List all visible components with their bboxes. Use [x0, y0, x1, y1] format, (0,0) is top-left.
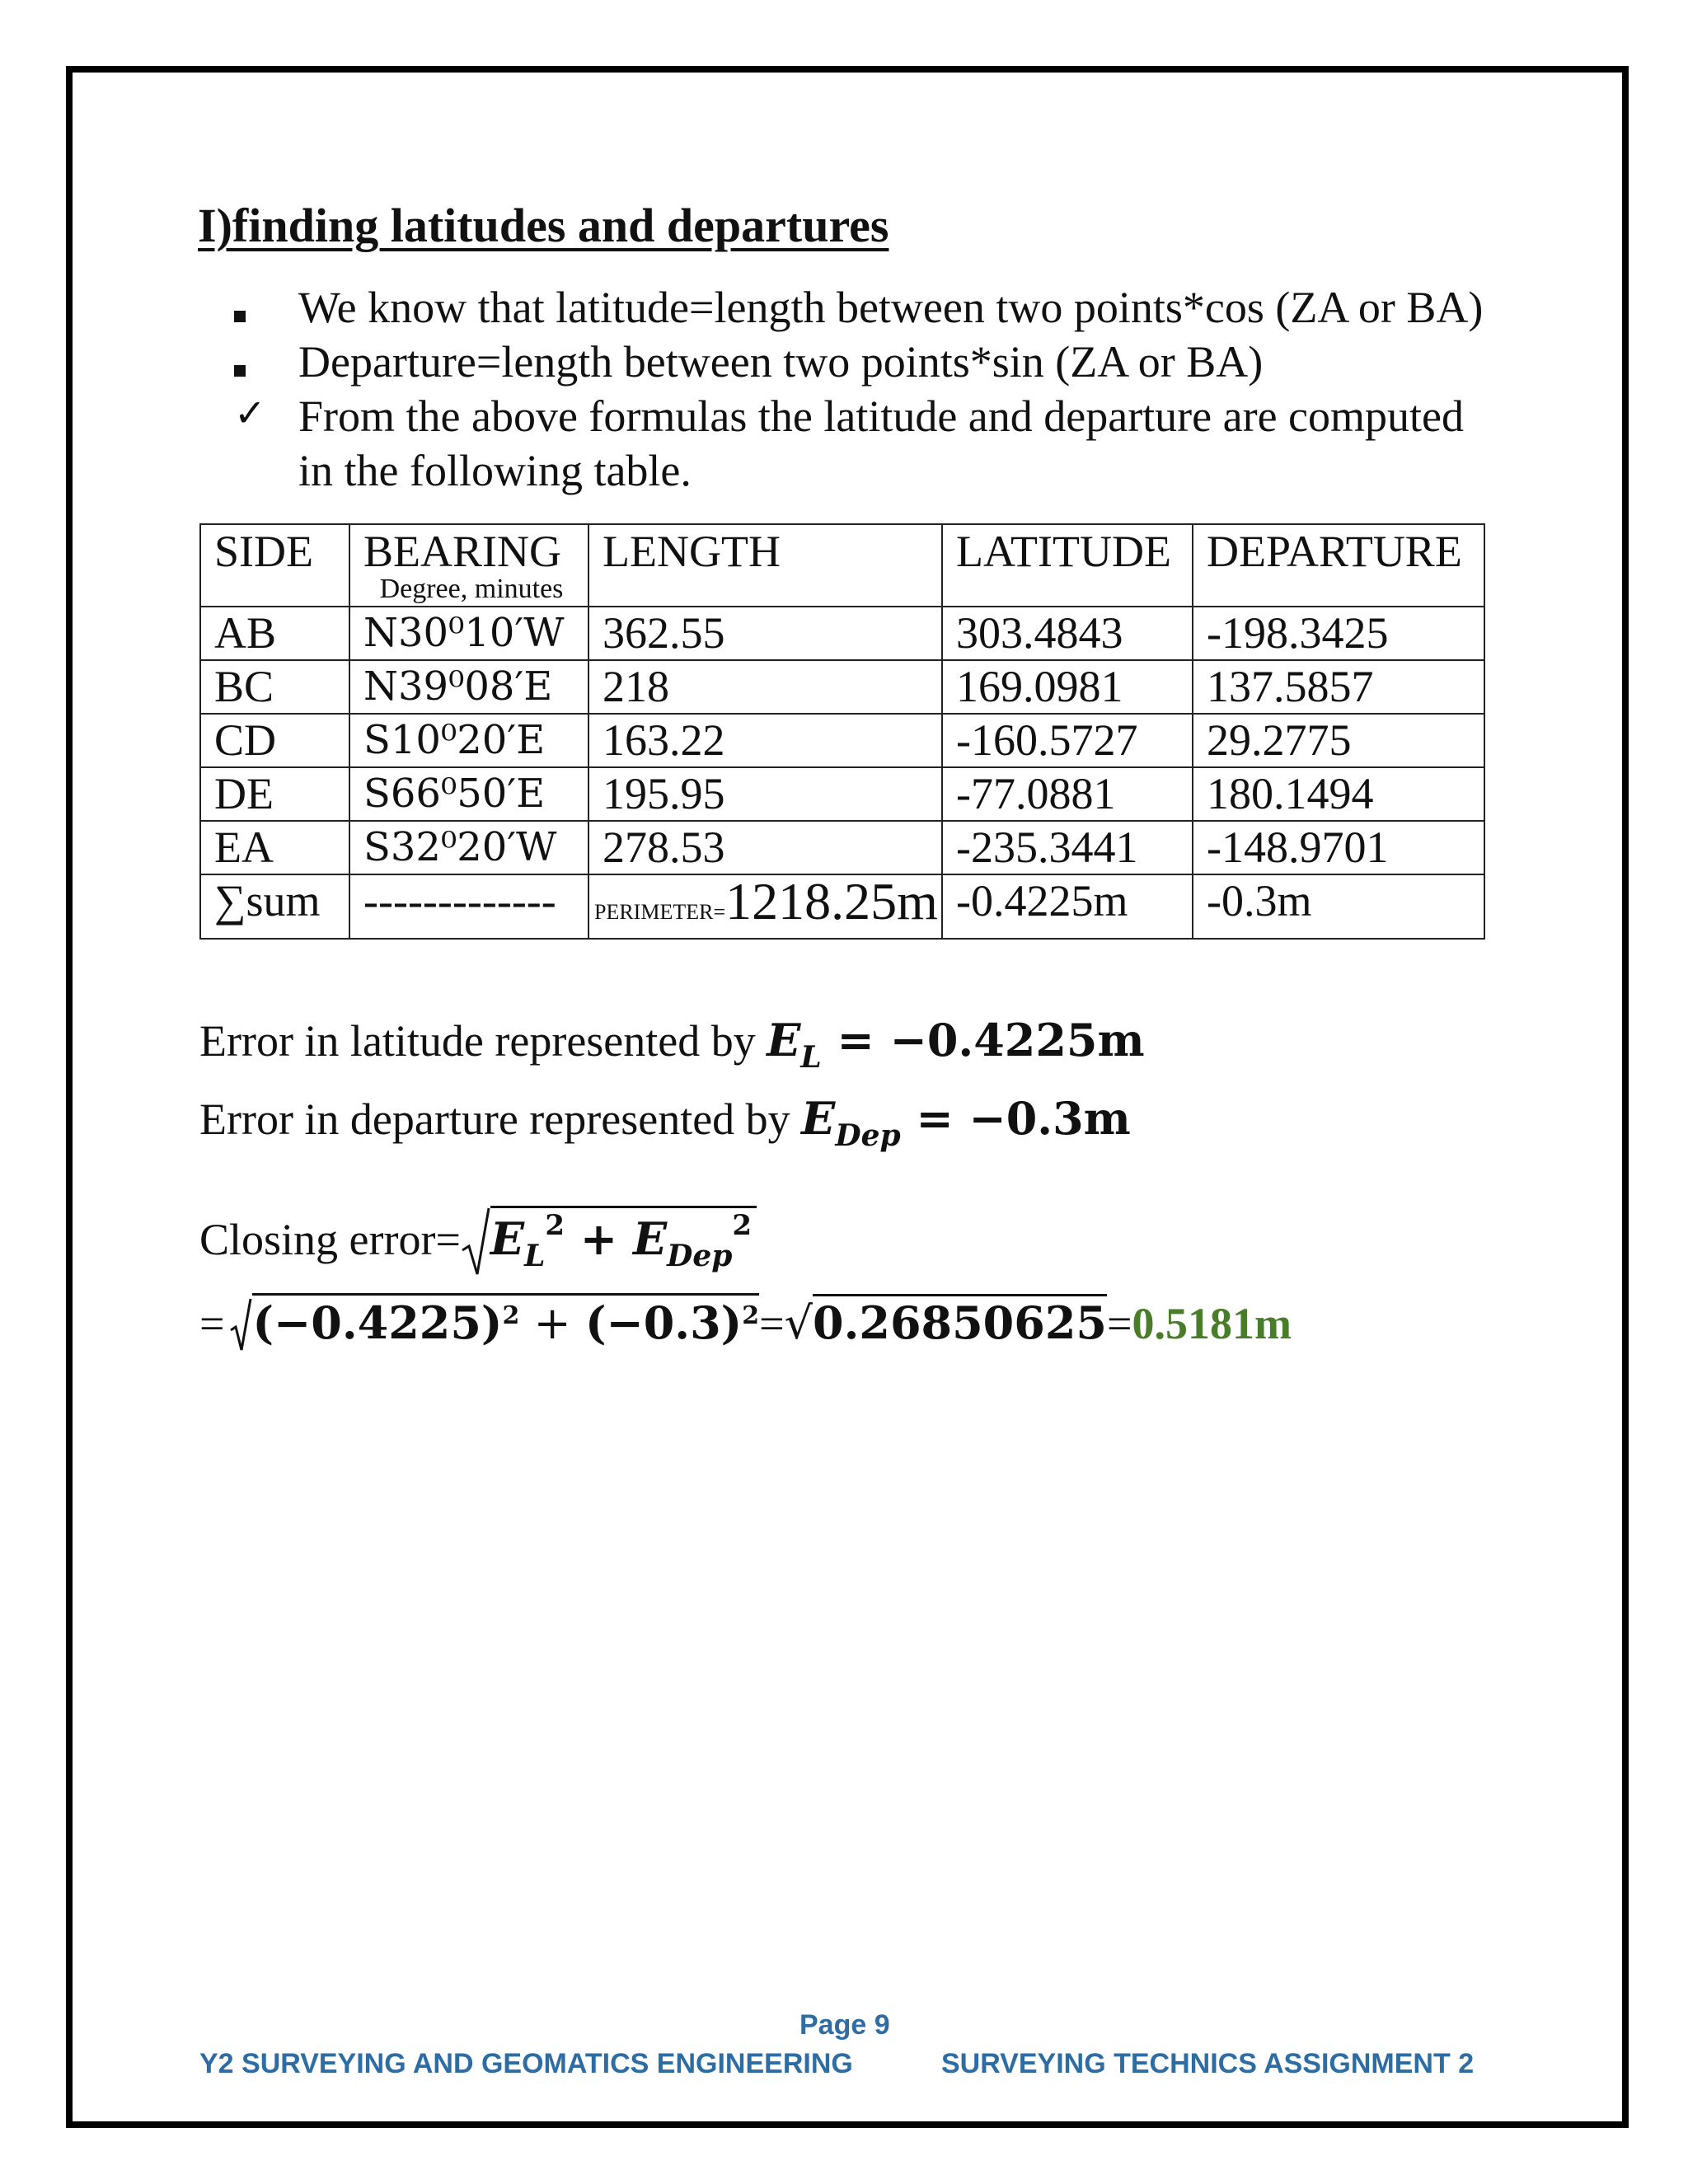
- closing-error-result: 0.5181m: [1132, 1299, 1292, 1348]
- closing-radicand: [490, 1206, 757, 1273]
- departure-error-subscript: Dep: [835, 1118, 901, 1153]
- table-sum-row: [200, 874, 1484, 939]
- departure-error-line: [199, 1092, 1131, 1153]
- departure-error-value: = −0.3m: [900, 1092, 1131, 1145]
- cell-latitude: 303.4843: [942, 607, 1193, 660]
- cell-bearing: S66⁰50′E: [349, 767, 588, 821]
- sqrt-radical-icon: [461, 1205, 490, 1279]
- header-side: SIDE: [200, 524, 349, 607]
- cell-latitude: -160.5727: [942, 714, 1193, 767]
- cell-departure: -148.9701: [1193, 821, 1484, 874]
- checkmark-icon: ✓: [234, 391, 266, 435]
- table-header-row: [200, 524, 1484, 607]
- radicand-l-subscript: L: [524, 1239, 546, 1273]
- cell-side: AB: [200, 607, 349, 660]
- cell-bearing: S10⁰20′E: [349, 714, 588, 767]
- cell-length: 278.53: [588, 821, 942, 874]
- latitude-departure-table: [199, 523, 1485, 940]
- cell-length: 163.22: [588, 714, 942, 767]
- cell-side: CD: [200, 714, 349, 767]
- header-bearing: [349, 524, 588, 607]
- departure-error-symbol: E: [801, 1092, 836, 1145]
- calc-radicand: [252, 1293, 759, 1348]
- calc-prefix: =: [199, 1299, 225, 1348]
- cell-sum-label: ∑sum: [200, 874, 349, 939]
- cell-perimeter: [588, 874, 942, 939]
- bullet-text: in the following table.: [298, 446, 692, 495]
- calc-plus: +: [519, 1297, 585, 1349]
- bullet-text: We know that latitude=length between two points*cos (ZA or BA): [298, 283, 1484, 332]
- cell-length: 218: [588, 660, 942, 714]
- cell-side: BC: [200, 660, 349, 714]
- departure-error-text: Error in departure represented by: [199, 1094, 802, 1144]
- table-row: [200, 714, 1484, 767]
- calc-term-b: (−0.3): [584, 1296, 743, 1349]
- sqrt-radical-icon: [229, 1296, 252, 1353]
- section-heading: I)finding latitudes and departures: [198, 199, 889, 252]
- footer-right: SURVEYING TECHNICS ASSIGNMENT 2: [941, 2048, 1475, 2079]
- cell-side: EA: [200, 821, 349, 874]
- cell-bearing: N30⁰10′W: [349, 607, 588, 660]
- calc-exponent: 2: [742, 1301, 760, 1330]
- cell-departure: 180.1494: [1193, 767, 1484, 821]
- header-bearing-label: BEARING: [363, 527, 561, 576]
- radicand-dep-subscript: Dep: [667, 1239, 733, 1273]
- square-bullet-icon: [234, 311, 246, 322]
- cell-sum-latitude: -0.4225m: [942, 874, 1193, 939]
- radicand-exponent: 2: [545, 1209, 565, 1242]
- calc-exponent: 2: [502, 1301, 520, 1330]
- latitude-error-value: = −0.4225m: [821, 1014, 1145, 1066]
- cell-length: 195.95: [588, 767, 942, 821]
- closing-error-line: [199, 1205, 757, 1279]
- latitude-error-subscript: L: [800, 1040, 822, 1075]
- calc-term-a: (−0.4225): [252, 1296, 503, 1349]
- header-bearing-sublabel: Degree, minutes: [379, 574, 564, 604]
- cell-latitude: 169.0981: [942, 660, 1193, 714]
- cell-bearing: N39⁰08′E: [349, 660, 588, 714]
- bullet-text: Departure=length between two points*sin (ZA or BA): [298, 337, 1264, 387]
- cell-side: DE: [200, 767, 349, 821]
- latitude-error-line: [199, 1014, 1145, 1075]
- sqrt-icon: √: [784, 1297, 813, 1349]
- calc-equals: =: [1106, 1299, 1132, 1348]
- table-row: [200, 660, 1484, 714]
- bullet-text: From the above formulas the latitude and departure are computed: [298, 391, 1464, 441]
- closing-error-label: Closing error=: [199, 1215, 461, 1264]
- cell-length: 362.55: [588, 607, 942, 660]
- table-row: [200, 821, 1484, 874]
- header-departure: DEPARTURE: [1193, 524, 1484, 607]
- latitude-error-text: Error in latitude represented by: [199, 1016, 767, 1066]
- header-latitude: LATITUDE: [942, 524, 1193, 607]
- square-bullet-icon: [234, 365, 246, 377]
- cell-latitude: -77.0881: [942, 767, 1193, 821]
- cell-sum-departure: -0.3m: [1193, 874, 1484, 939]
- page-number: Page 9: [799, 2009, 890, 2041]
- cell-bearing: S32⁰20′W: [349, 821, 588, 874]
- cell-sum-bearing: -------------: [349, 874, 588, 939]
- calc-root-value: 0.26850625: [813, 1294, 1107, 1349]
- cell-departure: 137.5857: [1193, 660, 1484, 714]
- table-row: [200, 767, 1484, 821]
- radicand-e-symbol: E: [632, 1212, 668, 1265]
- closing-error-calculation: [199, 1296, 1292, 1353]
- radicand-exponent: 2: [732, 1209, 753, 1242]
- cell-departure: 29.2775: [1193, 714, 1484, 767]
- cell-latitude: -235.3441: [942, 821, 1193, 874]
- cell-departure: -198.3425: [1193, 607, 1484, 660]
- radicand-e-symbol: E: [490, 1212, 525, 1265]
- radicand-plus: +: [565, 1212, 633, 1265]
- footer-left: Y2 SURVEYING AND GEOMATICS ENGINEERING: [199, 2048, 853, 2079]
- perimeter-value: 1218.25m: [725, 872, 938, 930]
- header-length: LENGTH: [588, 524, 942, 607]
- calc-equals: =: [759, 1299, 785, 1348]
- perimeter-label: PERIMETER=: [594, 900, 726, 924]
- latitude-error-symbol: E: [767, 1014, 801, 1066]
- table-row: [200, 607, 1484, 660]
